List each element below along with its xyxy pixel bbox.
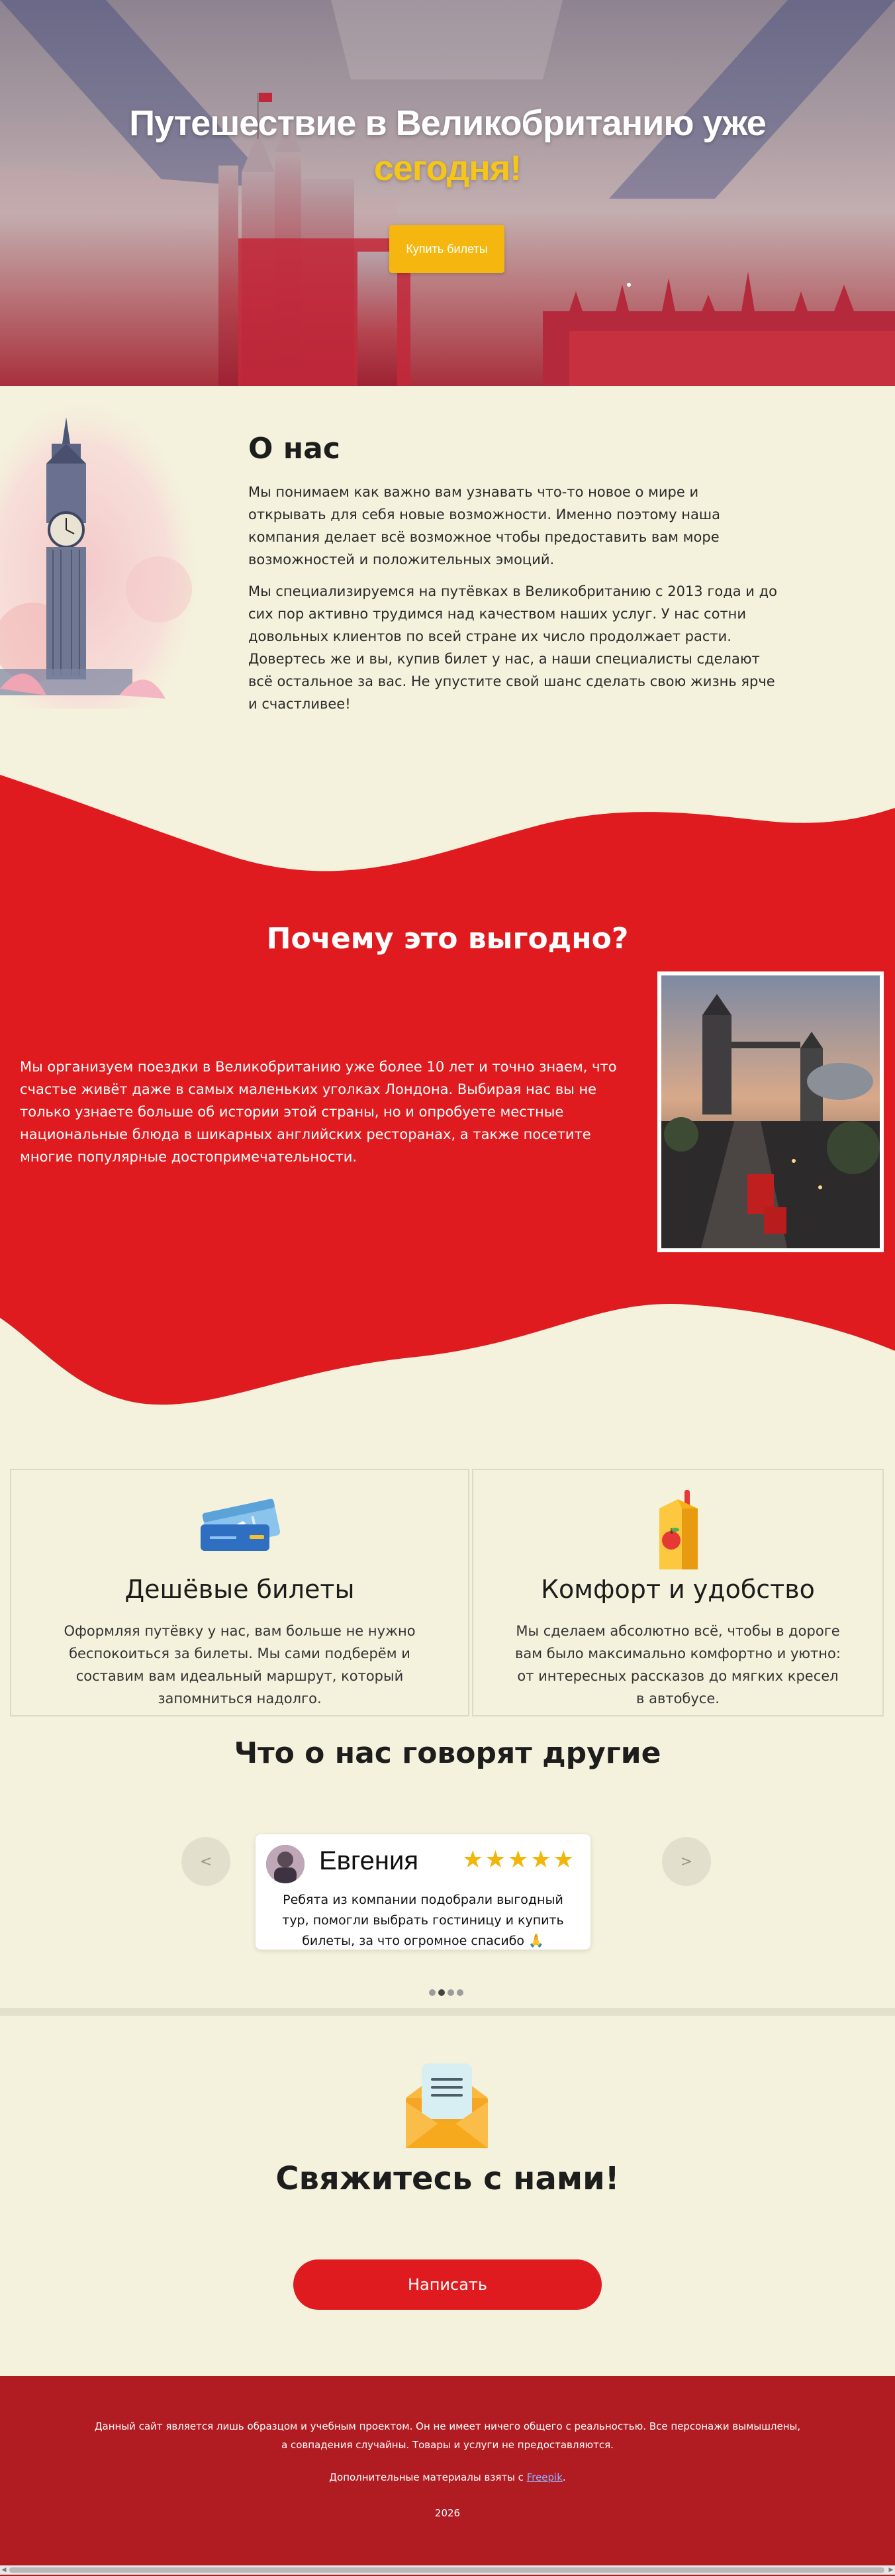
horizontal-scrollbar[interactable] xyxy=(0,2565,895,2575)
feature-card-comfort xyxy=(472,1469,884,1716)
scrollbar-thumb[interactable] xyxy=(9,2567,884,2573)
footer-credits-prefix: Дополнительные материалы взяты с xyxy=(329,2471,527,2483)
hero-title xyxy=(0,101,895,191)
footer-disclaimer-line: Данный сайт является лишь образцом и учебным проектом. Он не имеет ничего общего с реальностью. Все персонажи вымышлены, xyxy=(94,2420,801,2432)
scroll-right-icon[interactable]: ▶ xyxy=(888,2567,894,2573)
hero-section xyxy=(0,0,895,386)
why-title: Почему это выгодно? xyxy=(266,922,629,956)
footer-year: 2026 xyxy=(434,2507,461,2519)
footer-disclaimer-line: а совпадения случайны. Товары и услуги не предоставляются. xyxy=(281,2439,614,2451)
feature-text: Оформляя путёвку у нас, вам больше не нужно беспокоиться за билеты. Мы сами подберём и составим вам идеальный маршрут, который запомниться надолго. xyxy=(64,1623,416,1707)
review-author-name: Евгения xyxy=(319,1846,418,1875)
feature-card-cheap-tickets xyxy=(10,1469,469,1716)
feature-title: Дешёвые билеты xyxy=(124,1575,355,1604)
about-title: О нас xyxy=(248,432,340,466)
rating-stars: ★★★★★ xyxy=(462,1846,576,1873)
feature-text: Мы сделаем абсолютно всё, чтобы в дороге вам было максимально комфортно и уютно: от интересных рассказов до мягких кресел в автобусе. xyxy=(515,1623,841,1707)
tower-bridge-photo xyxy=(657,971,884,1252)
scroll-left-icon[interactable]: ◀ xyxy=(1,2567,7,2573)
about-text xyxy=(248,481,778,715)
section-divider xyxy=(0,2008,895,2016)
review-pagination-dots xyxy=(429,1989,463,1996)
review-prev-button[interactable]: < xyxy=(181,1837,230,1886)
pagination-dot[interactable] xyxy=(429,1989,436,1996)
write-button[interactable]: Написать xyxy=(293,2259,602,2310)
london-skyline-image xyxy=(0,0,895,386)
envelope-icon xyxy=(400,2058,493,2151)
avatar xyxy=(266,1845,305,1883)
hero-title-main: Путешествие в Великобританию уже xyxy=(129,103,766,143)
hero-title-accent: сегодня! xyxy=(373,148,522,188)
ticket-icon xyxy=(197,1486,283,1559)
review-card xyxy=(256,1834,590,1950)
freepik-link[interactable]: Freepik xyxy=(526,2471,563,2483)
about-paragraph: Мы специализируемся на путёвках в Великобританию с 2013 года и до сих пор активно трудимся над качеством наших услуг. У нас сотни довольных клиентов по всей стране их число продолжает расти. Довертесь же и вы, купив билет у нас, а наши специалисты сделают всё остальное за вас. Не упустите свой шанс сделать свою жизнь ярче и счастливее! xyxy=(248,583,777,712)
pagination-dot[interactable] xyxy=(457,1989,463,1996)
contact-title: Свяжитесь с нами! xyxy=(275,2160,620,2197)
footer-credits-suffix: . xyxy=(562,2471,566,2483)
juice-box-icon xyxy=(645,1486,711,1572)
footer-credits xyxy=(0,2471,895,2483)
big-ben-watercolor-image xyxy=(0,404,207,709)
review-next-button[interactable]: > xyxy=(662,1837,711,1886)
why-text: Мы организуем поездки в Великобританию уже более 10 лет и точно знаем, что счастье живёт даже в самых маленьких уголках Лондона. Выбирая нас вы не только узнаете больше об истории этой страны, но и опробуете местные национальные блюда в шикарных английских ресторанах, а также посетите многие популярные достопримечательности. xyxy=(20,1059,617,1165)
feature-title: Комфорт и удобство xyxy=(541,1575,815,1604)
buy-tickets-button[interactable]: Купить билеты xyxy=(389,225,504,273)
footer-disclaimer xyxy=(0,2417,895,2454)
review-text: Ребята из компании подобрали выгодный тур, помогли выбрать гостиницу и купить билеты, за что огромное спасибо 🙏 xyxy=(282,1893,564,1948)
pagination-dot[interactable] xyxy=(448,1989,454,1996)
pagination-dot-active[interactable] xyxy=(438,1989,445,1996)
footer xyxy=(0,2376,895,2576)
reviews-title: Что о нас говорят другие xyxy=(234,1736,661,1770)
about-paragraph: Мы понимаем как важно вам узнавать что-то новое о мире и открывать для себя новые возможности. Именно поэтому наша компания делает всё возможное чтобы предоставить вам море возможностей и положительных эмоций. xyxy=(248,484,720,568)
